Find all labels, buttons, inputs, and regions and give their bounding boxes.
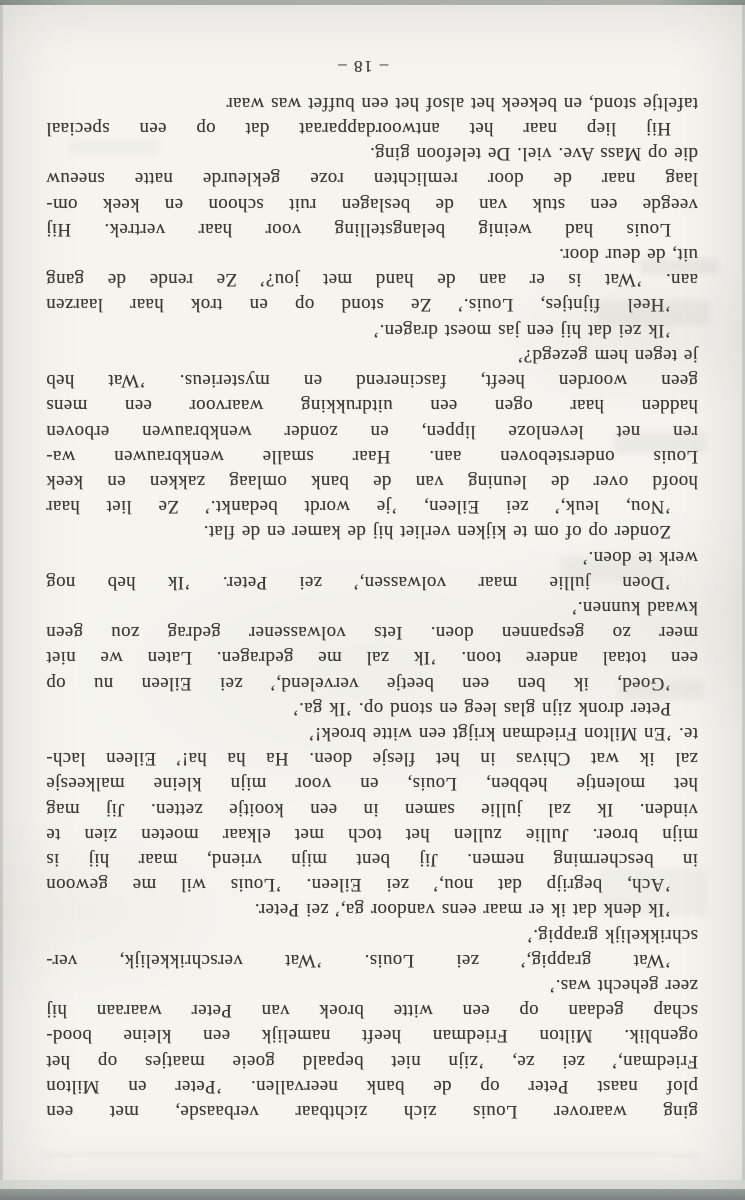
body-text (46, 91, 698, 1124)
text-line: die op Mass Ave. viel. De telefoon ging. (369, 143, 698, 165)
text-line: vinden. Ik zal jullie samen in een kooitje zetten. Jij mag (46, 798, 698, 820)
text-line: zeer gehecht was.’ (548, 974, 698, 996)
text-line: ’Ik denk dat ik er maar eens vandoor ga,’ zei Peter. (254, 899, 671, 921)
text-line: een totaal andere toon. ’Ik zal me gedragen. Laten we niet (46, 647, 698, 669)
text-line: schap gedaan op een witte broek van Peter waaraan hij (46, 1000, 698, 1022)
text-line: tafeltje stond, en bekeek het alsof het een buffet was waar (226, 92, 698, 114)
text-line: ’Goed, ik ben een beetje vervelend,’ zei Eileen nu op (46, 672, 671, 694)
text-line: ogenblik. Milton Friedman heeft namelijk een kleine bood- (46, 1025, 698, 1047)
text-line: meer zo gespannen doen. Iets volwassener gedrag zou geen (46, 622, 698, 644)
photo-edge-bottom (0, 1189, 745, 1200)
text-line: ’Ik zei dat hij een jas moest dragen.’ (372, 319, 671, 341)
page-number: – 18 – (336, 57, 389, 76)
text-line: in bescherming nemen. Jij bent mijn vriend, maar hij is (46, 848, 698, 870)
paragraph (46, 922, 698, 972)
text-line: Friedman,’ zei ze, ’zijn niet bepaald goeie maatjes op het (46, 1050, 698, 1072)
text-line: Peter dronk zijn glas leeg en stond op. ’Ik ga.’ (292, 697, 671, 719)
text-line: te. ’En Milton Friedman krijgt een witte broek!’ (307, 722, 698, 744)
text-line: hadden haar ogen een uitdrukking waarvoor een mens (46, 395, 698, 417)
text-line: hoofd over de leuning van de bank omlaag zakken en keek (46, 470, 698, 492)
text-line: ’Nou, leuk,’ zei Eileen, ’je wordt bedankt.’ Ze liet haar (46, 496, 671, 518)
photo-edge-bottom-light (0, 1180, 745, 1189)
text-line: geen woorden heeft, fascinerend en mysterieus. ’Wat heb (46, 370, 698, 392)
text-line: het molentje hebben, Louis, en voor mijn kleine malkeesje (46, 773, 698, 795)
text-line: ’Heel fijntjes, Louis.’ Ze stond op en trok haar laarzen (46, 294, 671, 316)
text-line: Louis ondersteboven aan. Haar smalle wenkbrauwen wa- (46, 445, 698, 467)
text-line: zal ik wat Chivas in het flesje doen. Ha ha ha!’ Eileen lach- (46, 748, 698, 770)
text-line: veegde een stuk van de beslagen ruit schoon en keek om- (46, 193, 698, 215)
text-line: Louis had weinig belangstelling voor haar vertrek. Hij (46, 218, 671, 240)
text-line: ’Wat grappig,’ zei Louis. ’Wat verschrikkelijk, ver- (46, 949, 671, 971)
text-line: ’Ach, begrijp dat nou,’ zei Eileen. ’Louis wil me gewoon (46, 874, 671, 896)
text-line: je tegen hem gezegd?’ (516, 344, 698, 366)
paragraph (46, 519, 698, 544)
text-line: laag naar de door remlichten roze gekleurde natte sneeuw (46, 168, 698, 190)
paragraph (46, 343, 698, 519)
text-line: ’Doen jullie maar volwassen,’ zei Peter. ’Ik heb nog (46, 571, 671, 593)
paragraph (46, 721, 698, 897)
text-line: aan. ’Wat is er aan de hand met jou?’ Ze rende de gang (46, 269, 698, 291)
text-line: Zonder op of om te kijken verliet hij de kamer en de flat. (203, 521, 671, 543)
paragraph (46, 91, 698, 141)
text-line: schrikkelijk grappig.’ (526, 924, 698, 946)
paragraph (46, 141, 698, 242)
text-line: ging waarover Louis zich zichtbaar verbaasde, met een (46, 1101, 698, 1122)
paragraph (46, 318, 698, 343)
photo-edge-left (0, 0, 3, 1200)
paragraph (46, 897, 698, 922)
text-line: kwaad kunnen.’ (570, 596, 698, 618)
text-line: Hij liep naar het antwoordapparaat dat op een speciaal (46, 118, 671, 140)
paragraph (46, 242, 698, 318)
photo-edge-top (0, 0, 745, 5)
text-line: uit, de deur door. (558, 244, 698, 266)
paragraph (46, 973, 698, 1124)
text-line: werk te doen.’ (581, 546, 698, 568)
text-line: mijn broer. Jullie zullen het toch met elkaar moeten zien te (46, 823, 698, 845)
paragraph (46, 544, 698, 594)
text-line: plof naast Peter op de bank neervallen. ’Peter en Milton (46, 1075, 698, 1097)
text-line: ren net levenloze lippen, en zonder wenkbrauwen erboven (46, 420, 698, 442)
paragraph (46, 595, 698, 696)
paragraph (46, 696, 698, 721)
